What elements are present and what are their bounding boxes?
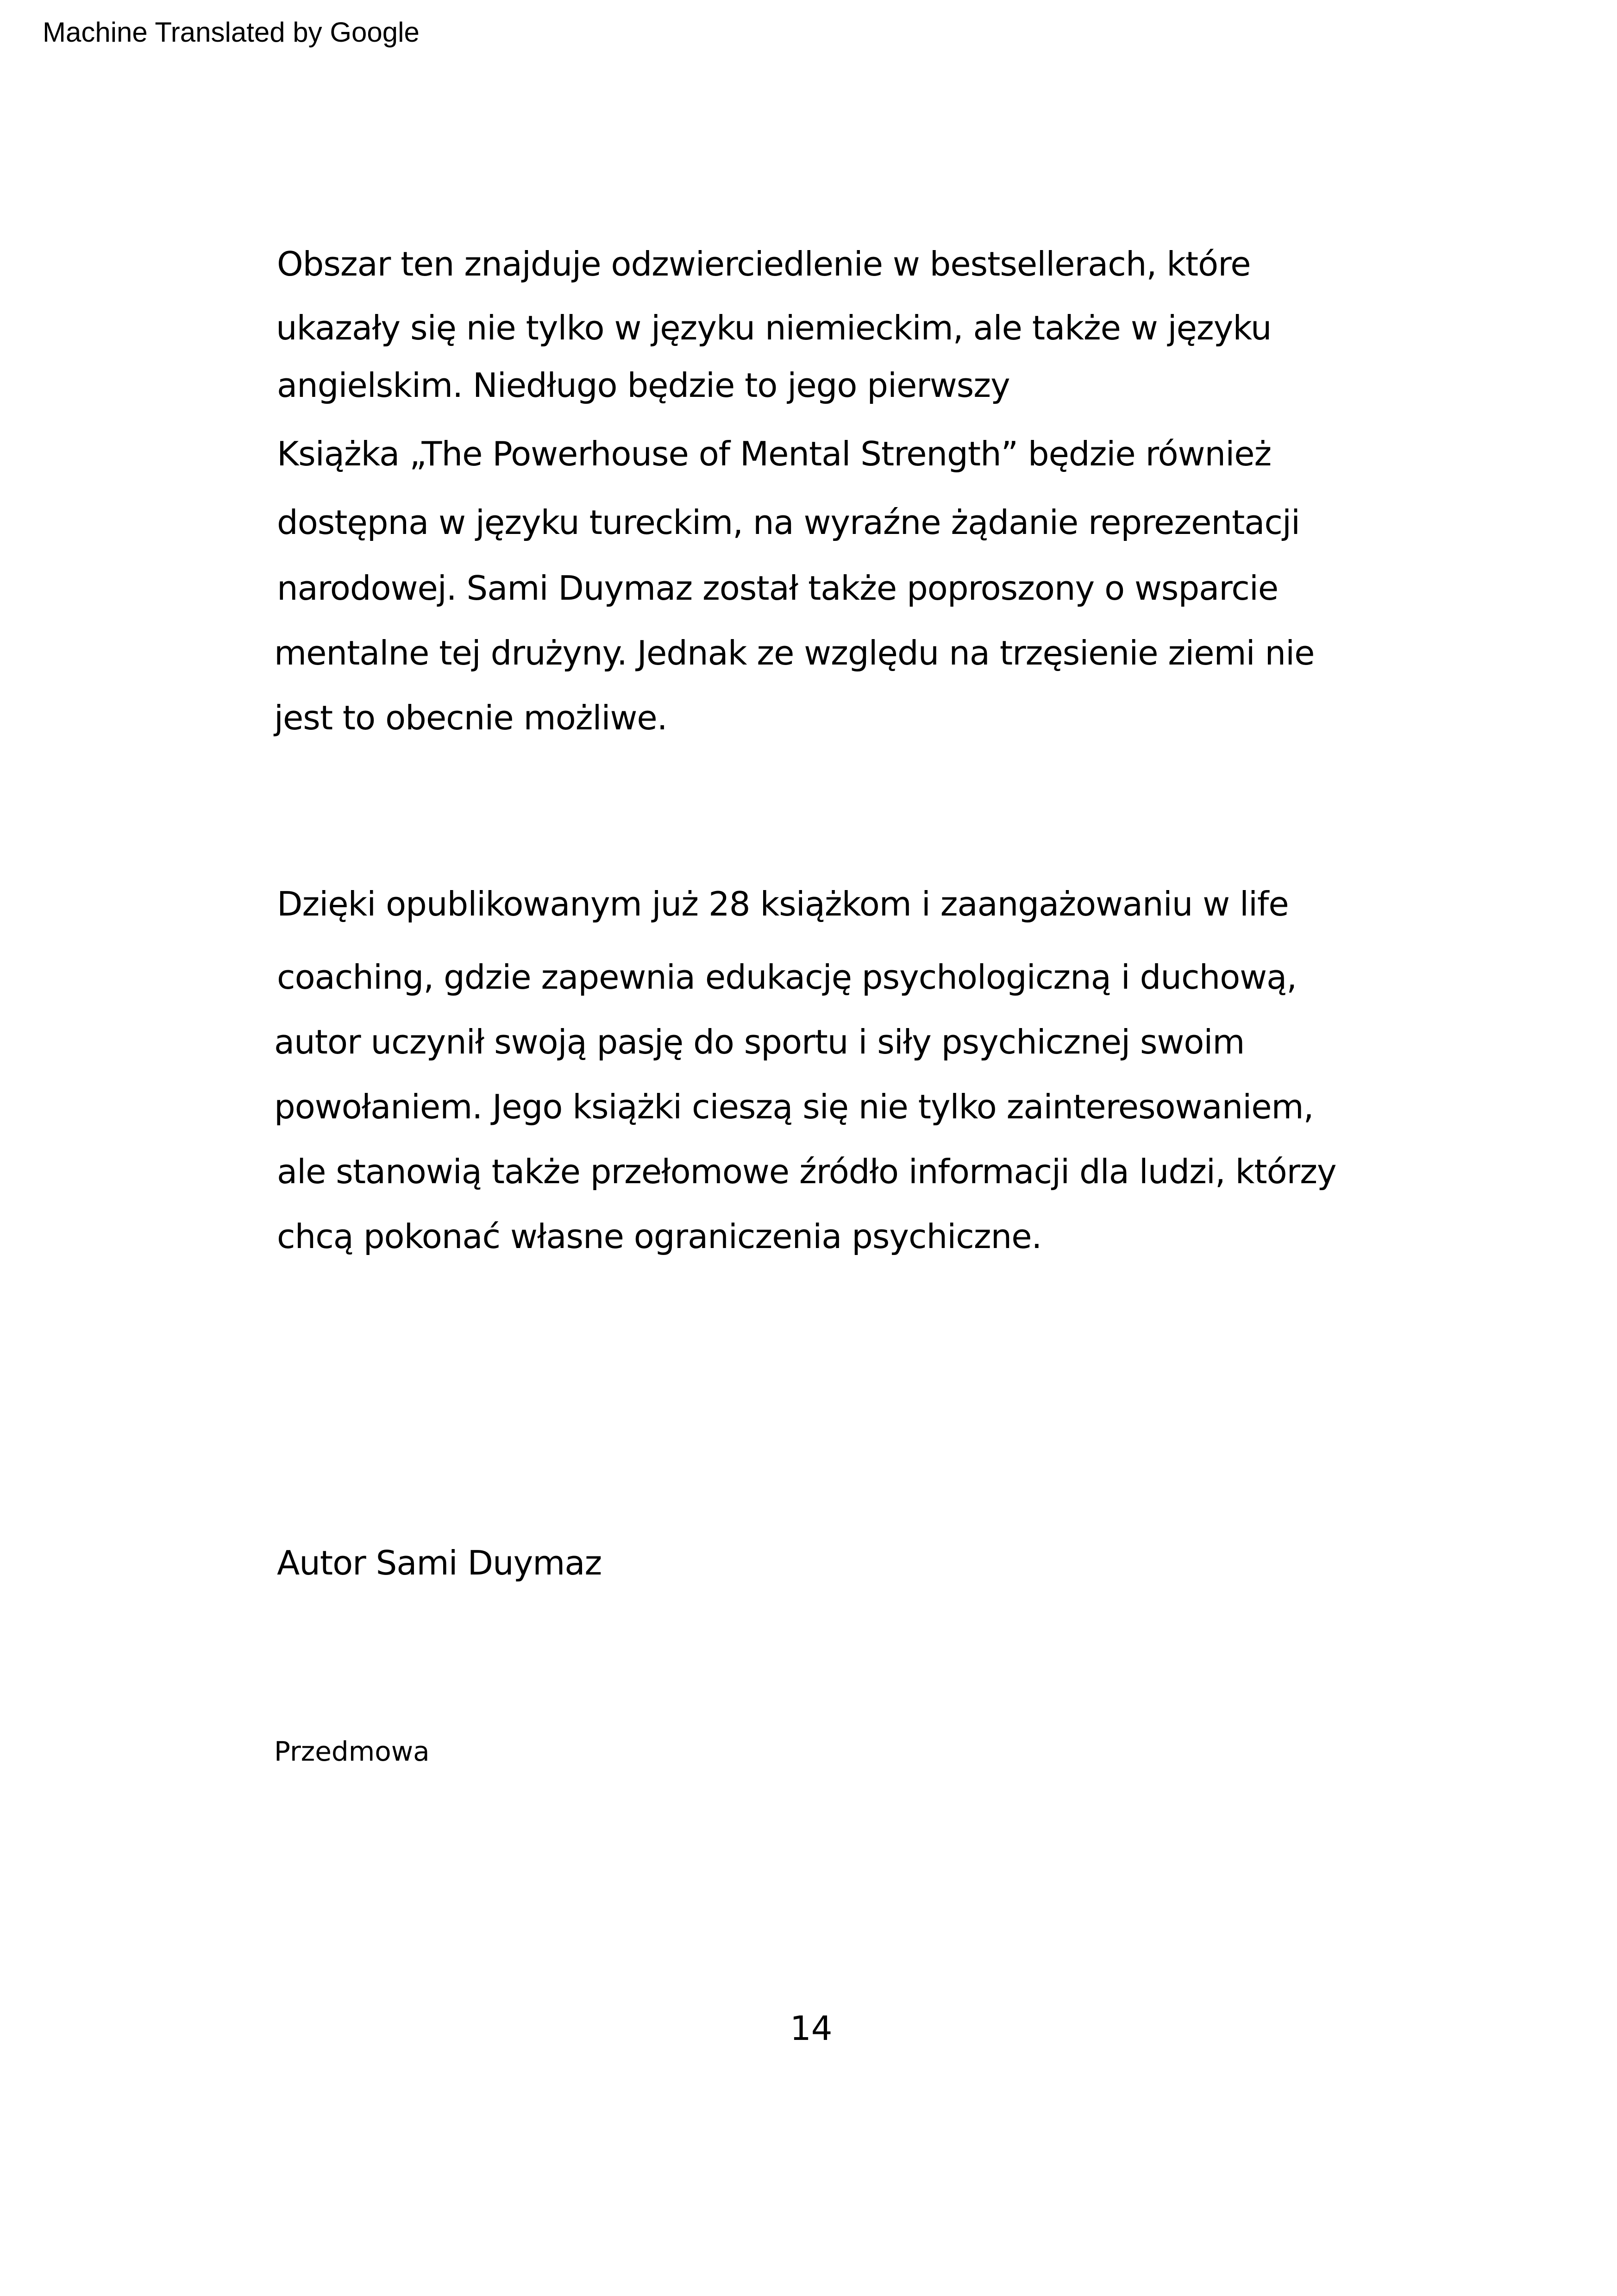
paragraph-line: narodowej. Sami Duymaz został także poproszony o wsparcie xyxy=(277,569,1279,608)
paragraph-line: autor uczynił swoją pasję do sportu i siły psychicznej swoim xyxy=(274,1023,1245,1061)
paragraph-line: chcą pokonać własne ograniczenia psychiczne. xyxy=(277,1217,1042,1256)
paragraph-line: ukazały się nie tylko w języku niemieckim, ale także w języku xyxy=(276,308,1272,347)
paragraph-line: ale stanowią także przełomowe źródło informacji dla ludzi, którzy xyxy=(277,1152,1336,1191)
page-number: 14 xyxy=(790,2009,833,2048)
machine-translation-banner: Machine Translated by Google xyxy=(43,17,420,48)
section-label: Przedmowa xyxy=(274,1736,430,1767)
paragraph-line: powołaniem. Jego książki cieszą się nie tylko zainteresowaniem, xyxy=(274,1087,1314,1126)
author-signature: Autor Sami Duymaz xyxy=(277,1543,602,1582)
paragraph-line: jest to obecnie możliwe. xyxy=(274,698,667,737)
paragraph-line: Obszar ten znajduje odzwierciedlenie w bestsellerach, które xyxy=(277,245,1251,283)
paragraph-line: mentalne tej drużyny. Jednak ze względu na trzęsienie ziemi nie xyxy=(274,634,1315,672)
paragraph-line: coaching, gdzie zapewnia edukację psychologiczną i duchową, xyxy=(277,958,1297,997)
paragraph-line: Dzięki opublikowanym już 28 książkom i zaangażowaniu w life xyxy=(277,885,1289,923)
paragraph-line: angielskim. Niedługo będzie to jego pierwszy xyxy=(277,366,1010,405)
paragraph-line: dostępna w języku tureckim, na wyraźne żądanie reprezentacji xyxy=(277,503,1300,542)
paragraph-line: Książka „The Powerhouse of Mental Strength” będzie również xyxy=(277,434,1272,473)
